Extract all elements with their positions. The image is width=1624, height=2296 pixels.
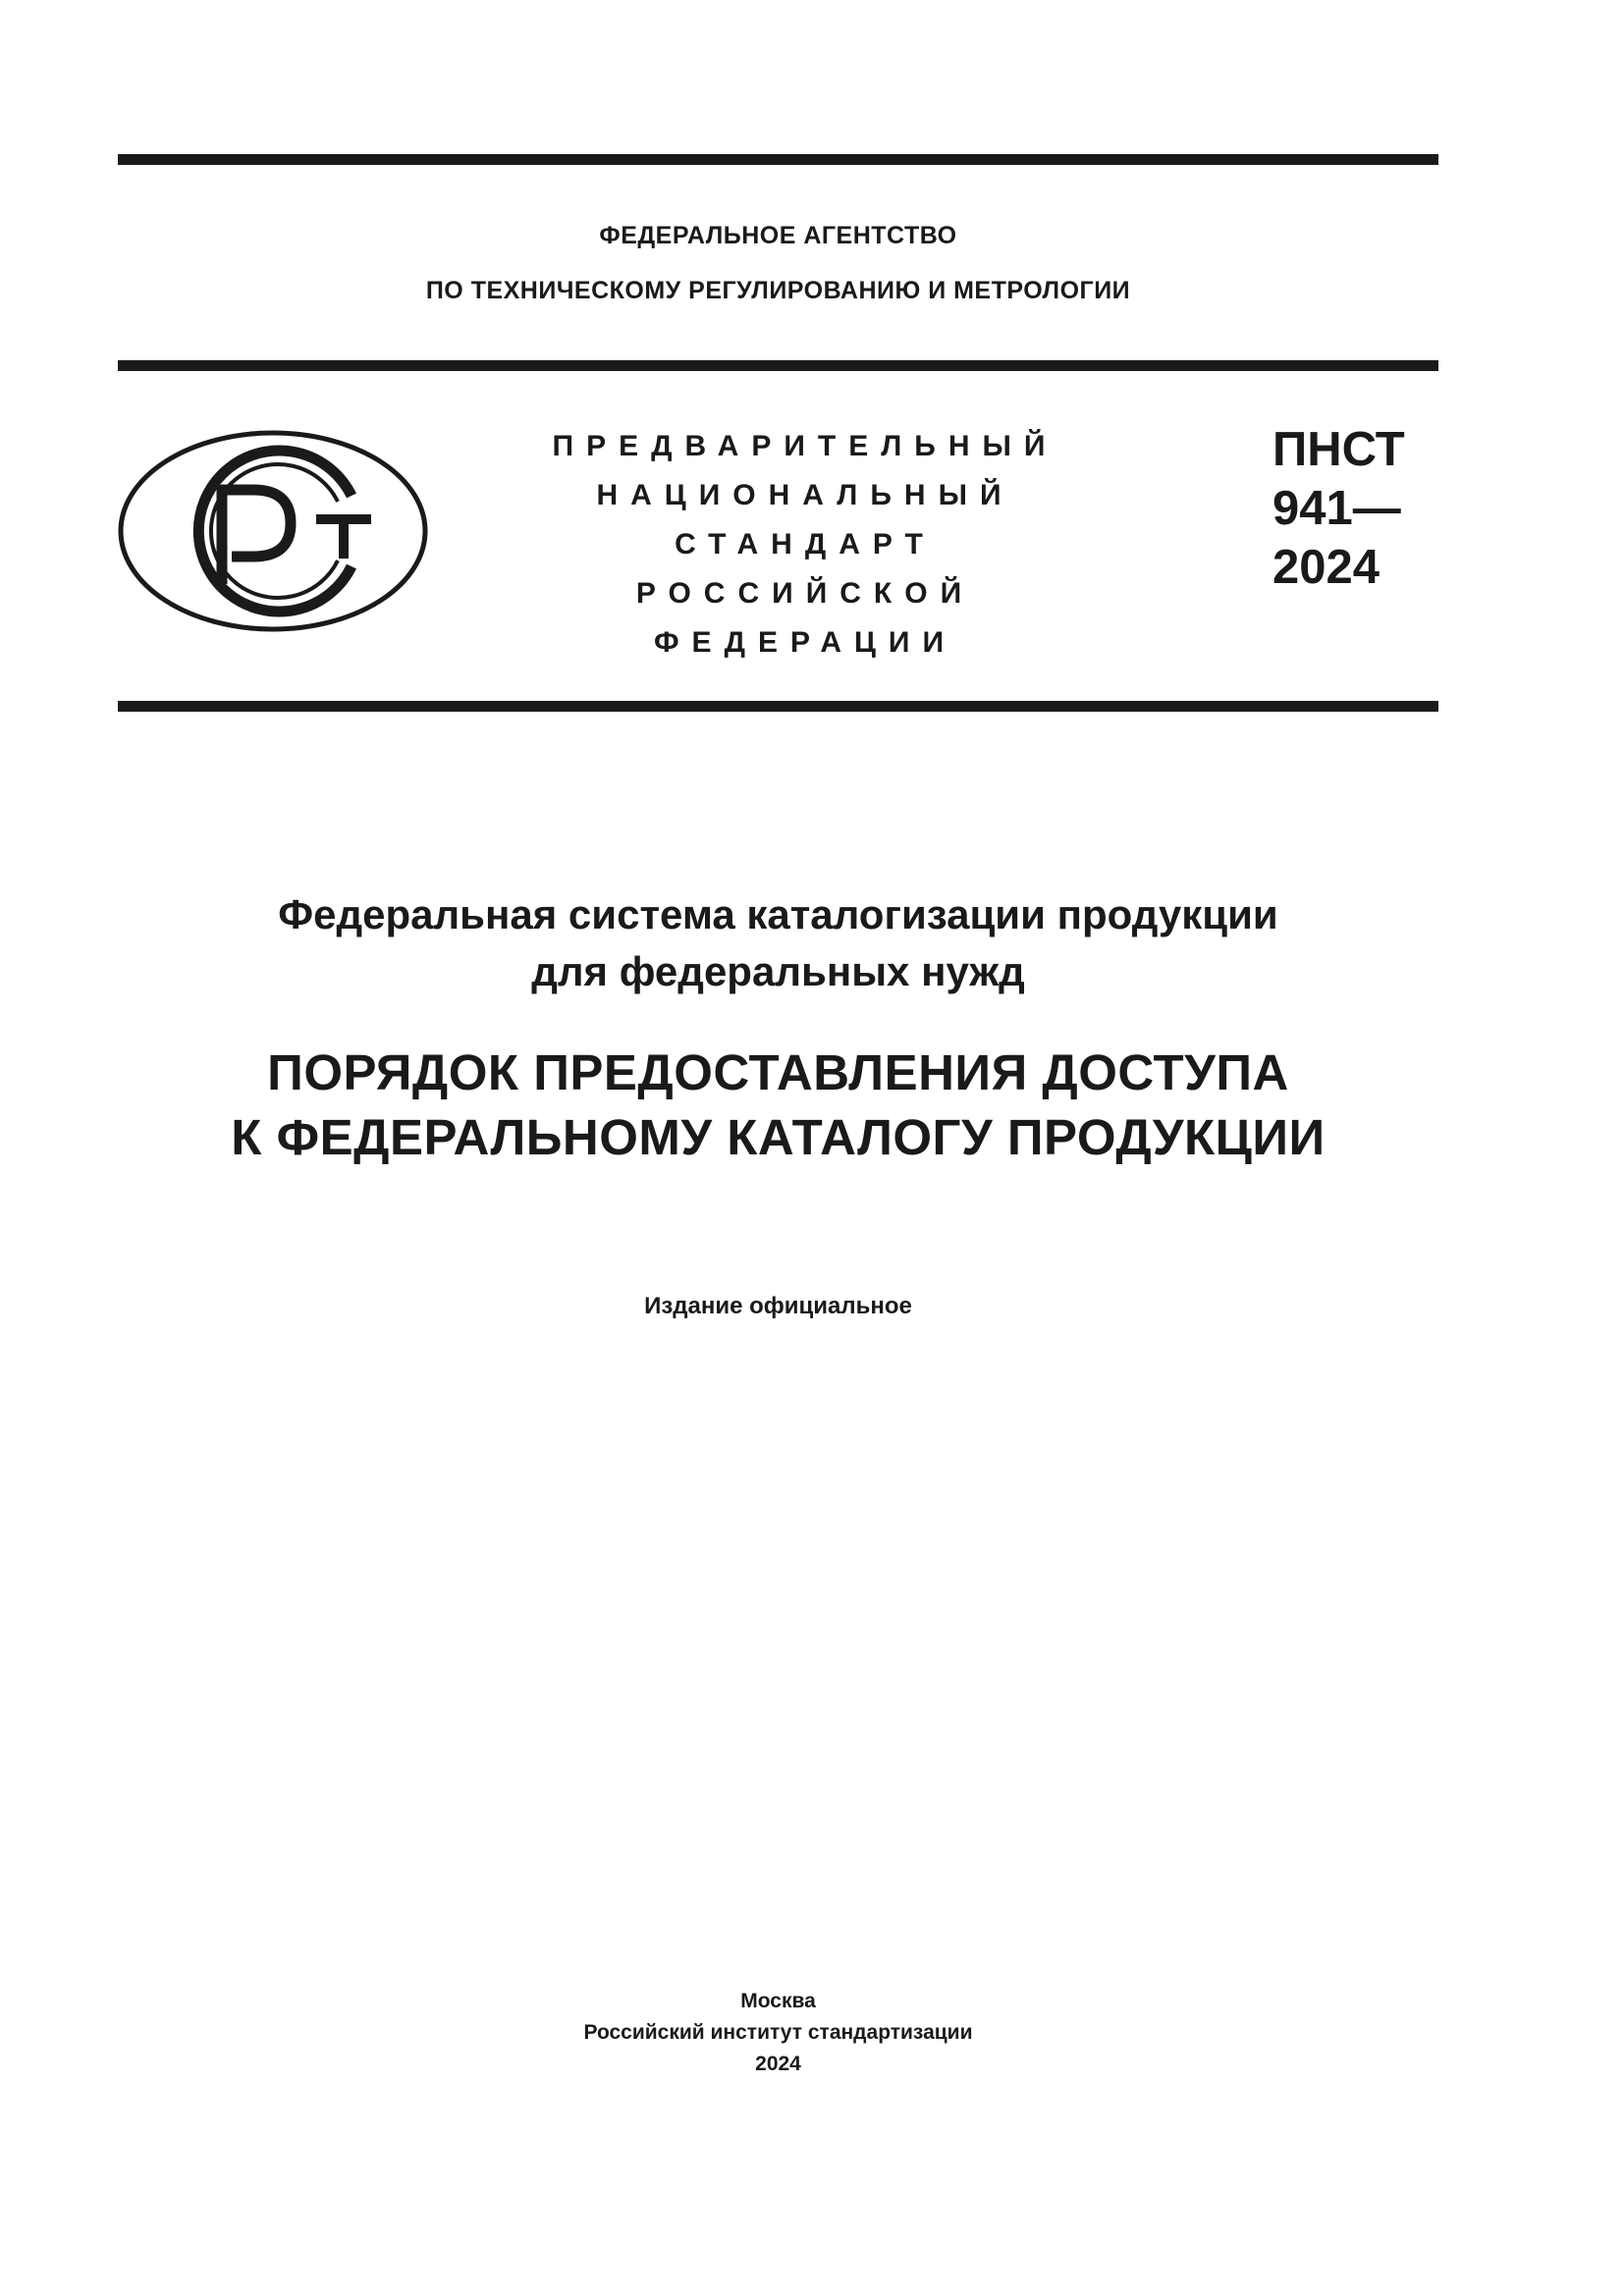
imprint-year: 2024	[755, 2053, 801, 2075]
standard-number-value: 941—	[1272, 482, 1401, 535]
standard-type-line: РОССИЙСКОЙ	[635, 577, 975, 610]
standard-type-line: ПРЕДВАРИТЕЛЬНЫЙ	[552, 430, 1058, 462]
standard-type-line: СТАНДАРТ	[675, 528, 936, 561]
title-line2: К ФЕДЕРАЛЬНОМУ КАТАЛОГУ ПРОДУКЦИИ	[231, 1109, 1326, 1165]
imprint-city: Москва	[740, 1990, 816, 2012]
standard-prefix: ПНСТ	[1272, 423, 1405, 476]
header-rule	[118, 360, 1438, 371]
edition-label: Издание официальное	[644, 1293, 912, 1319]
imprint-publisher: Российский институт стандартизации	[583, 2021, 973, 2044]
standard-year: 2024	[1272, 541, 1380, 594]
top-rule	[118, 154, 1438, 165]
document-title	[118, 1041, 1438, 1170]
standard-number	[1272, 420, 1405, 597]
section-rule	[118, 701, 1438, 712]
title-line1: ПОРЯДОК ПРЕДОСТАВЛЕНИЯ ДОСТУПА	[267, 1044, 1289, 1100]
standard-type	[530, 422, 1080, 667]
standard-type-line: НАЦИОНАЛЬНЫЙ	[596, 479, 1014, 511]
document-subtitle	[118, 886, 1438, 1000]
agency-name-line1: ФЕДЕРАЛЬНОЕ АГЕНТСТВО	[599, 222, 957, 249]
subtitle-line2: для федеральных нужд	[531, 948, 1025, 994]
standard-type-line: ФЕДЕРАЦИИ	[653, 626, 957, 659]
agency-name-line2: ПО ТЕХНИЧЕСКОМУ РЕГУЛИРОВАНИЮ И МЕТРОЛОГИИ	[425, 277, 1131, 304]
subtitle-line1: Федеральная система каталогизации продукции	[278, 891, 1278, 937]
gost-r-logo-icon	[116, 427, 430, 635]
imprint	[118, 1986, 1438, 2080]
